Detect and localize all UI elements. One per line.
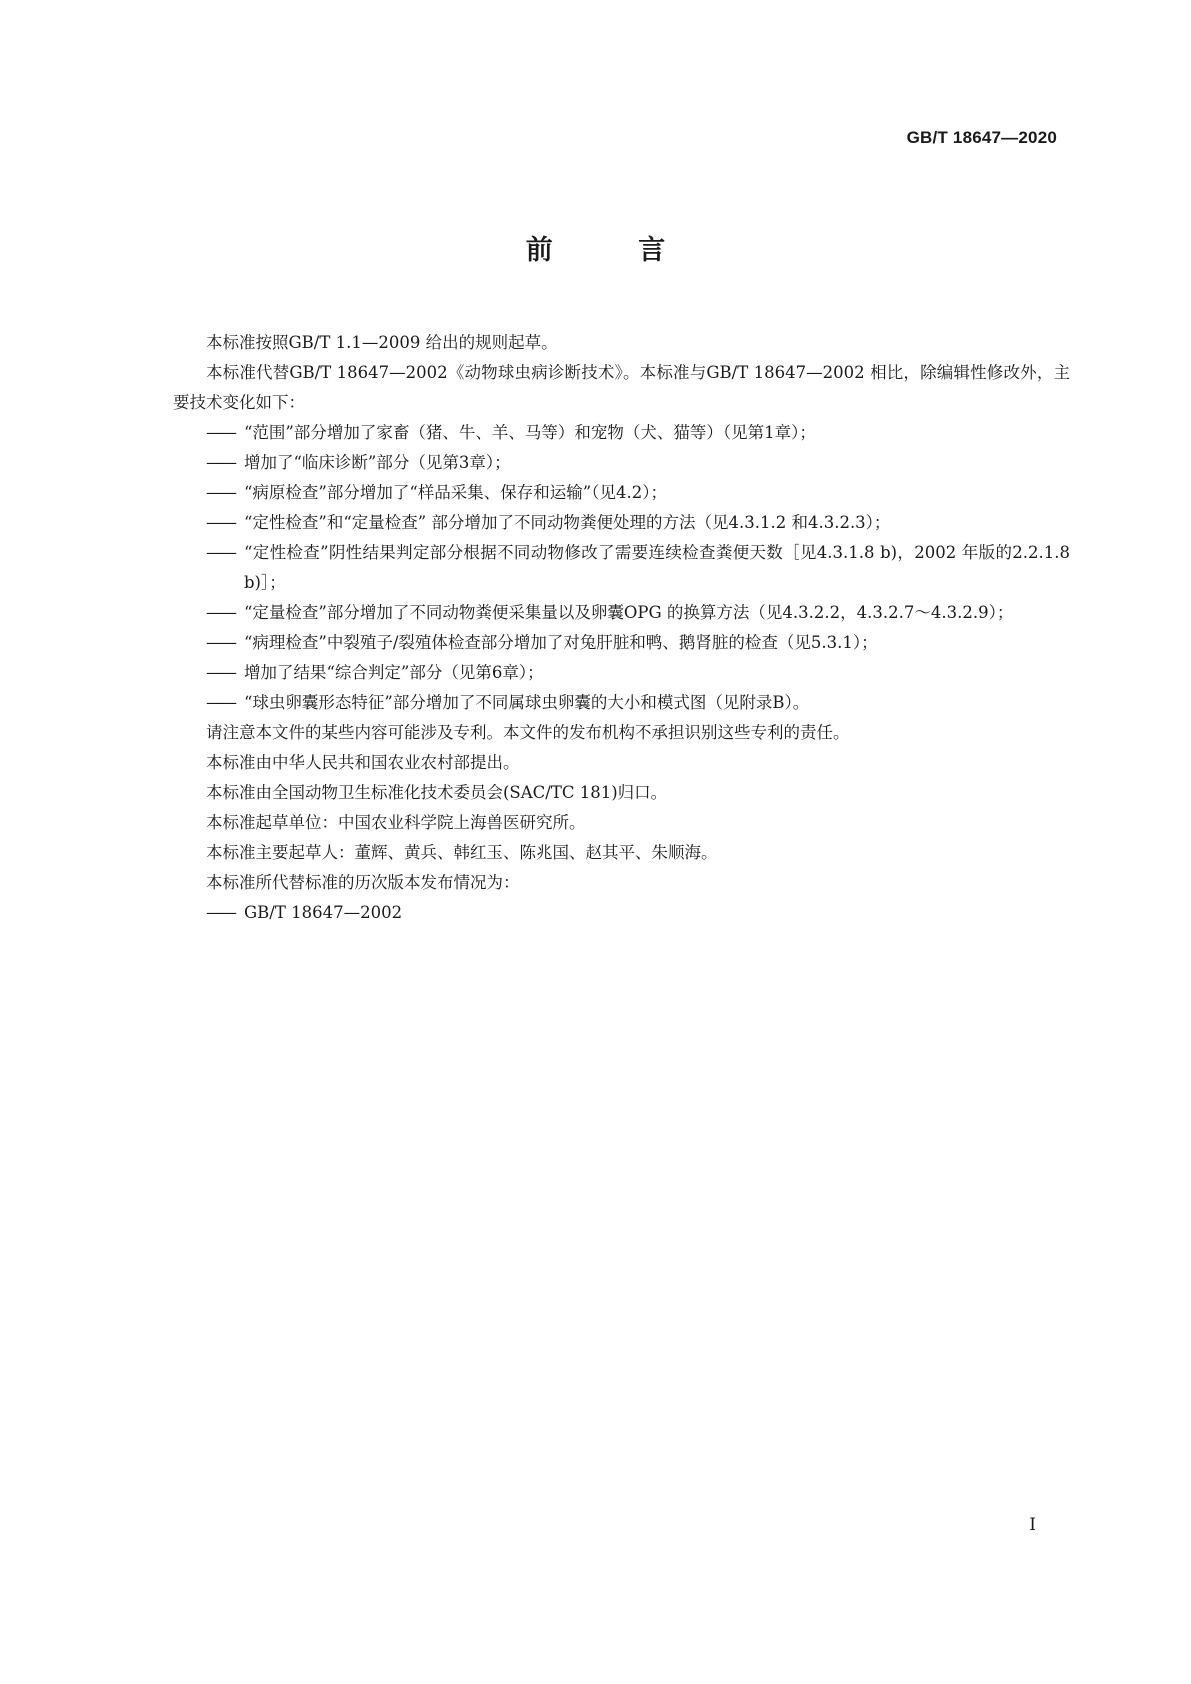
paragraph-drafting-rules: 本标准按照GB/T 1.1—2009 给出的规则起草。 xyxy=(206,333,558,352)
dash-marker: —— xyxy=(206,453,235,472)
list-item xyxy=(173,898,1070,928)
dash-marker: —— xyxy=(206,483,235,502)
list-item xyxy=(173,688,1070,718)
page-number: I xyxy=(1029,1515,1036,1535)
change-text: “球虫卵囊形态特征”部分增加了不同属球虫卵囊的大小和模式图（见附录B）。 xyxy=(244,693,810,712)
dash-marker: —— xyxy=(206,513,235,532)
list-item xyxy=(173,538,1070,598)
list-item xyxy=(173,658,1070,688)
dash-marker: —— xyxy=(206,423,235,442)
change-text: “定性检查”和“定量检查” 部分增加了不同动物粪便处理的方法（见4.3.1.2 和4.3.2.3）； xyxy=(244,513,891,532)
dash-marker: —— xyxy=(206,543,235,562)
paragraph-version-history: 本标准所代替标准的历次版本发布情况为： xyxy=(206,873,520,892)
standard-code: GB/T 18647—2020 xyxy=(906,128,1057,147)
list-item xyxy=(173,628,1070,658)
page-title: 前 言 xyxy=(525,235,704,266)
change-text: “病原检查”部分增加了“样品采集、保存和运输”（见4.2）； xyxy=(244,483,667,502)
change-text: “病理检查”中裂殖子/裂殖体检查部分增加了对兔肝脏和鸭、鹅肾脏的检查（见5.3.1）； xyxy=(244,633,878,652)
paragraph-committee: 本标准由全国动物卫生标准化技术委员会(SAC/TC 181)归口。 xyxy=(206,783,668,802)
paragraph-replacement: 本标准代替GB/T 18647—2002《动物球虫病诊断技术》。本标准与GB/T 18647—2002 相比，除编辑性修改外，主要技术变化如下： xyxy=(173,363,1070,412)
dash-marker: —— xyxy=(206,903,235,922)
previous-version-text: GB/T 18647—2002 xyxy=(244,903,403,922)
foreword-body xyxy=(173,328,1070,928)
change-text: 增加了“临床诊断”部分（见第3章）； xyxy=(244,453,511,472)
dash-marker: —— xyxy=(206,693,235,712)
change-text: “定性检查”阴性结果判定部分根据不同动物修改了需要连续检查粪便天数［见4.3.1.8 b)，2002 年版的2.2.1.8 b)］； xyxy=(244,543,1070,592)
change-text: 增加了结果“综合判定”部分（见第6章）； xyxy=(244,663,544,682)
list-item xyxy=(173,598,1070,628)
list-item xyxy=(173,508,1070,538)
dash-marker: —— xyxy=(206,603,235,622)
paragraph-patent-notice: 请注意本文件的某些内容可能涉及专利。本文件的发布机构不承担识别这些专利的责任。 xyxy=(206,723,850,742)
dash-marker: —— xyxy=(206,633,235,652)
dash-marker: —— xyxy=(206,663,235,682)
list-item xyxy=(173,448,1070,478)
list-item xyxy=(173,418,1070,448)
change-text: “定量检查”部分增加了不同动物粪便采集量以及卵囊OPG 的换算方法（见4.3.2.2，4.3.2.7～4.3.2.9）； xyxy=(244,603,1014,622)
paragraph-proposer: 本标准由中华人民共和国农业农村部提出。 xyxy=(206,753,520,772)
paragraph-drafting-unit: 本标准起草单位：中国农业科学院上海兽医研究所。 xyxy=(206,813,586,832)
list-item xyxy=(173,478,1070,508)
change-text: “范围”部分增加了家畜（猪、牛、羊、马等）和宠物（犬、猫等）（见第1章）； xyxy=(244,423,816,442)
paragraph-drafters: 本标准主要起草人：董辉、黄兵、韩红玉、陈兆国、赵其平、朱顺海。 xyxy=(206,843,718,862)
